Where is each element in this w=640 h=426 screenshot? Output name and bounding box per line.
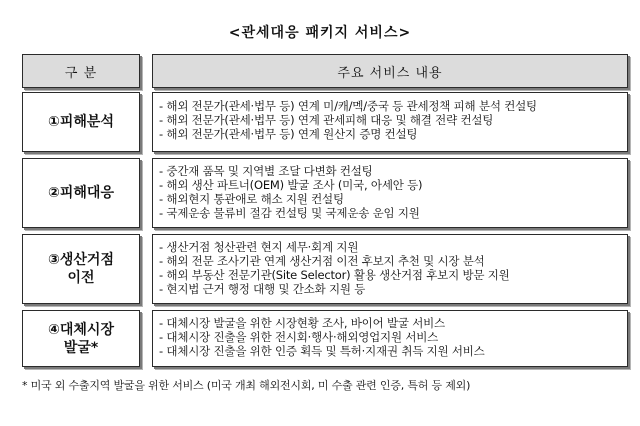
row-services xyxy=(152,310,628,367)
table-row xyxy=(12,310,628,367)
service-item: - 중간재 품목 및 지역별 조달 다변화 컨설팅 xyxy=(159,164,373,178)
category-line: ④대체시장 xyxy=(48,321,114,338)
row-category-production-relocation xyxy=(22,234,140,304)
service-item: - 해외현지 통관애로 해소 지원 컨설팅 xyxy=(159,192,344,206)
service-item: - 해외 전문가(관세·법무 등) 연계 관세피해 대응 및 해결 전략 컨설팅 xyxy=(159,113,494,127)
service-item: - 생산거점 청산관련 현지 세무·회계 지원 xyxy=(159,240,359,254)
table-header xyxy=(12,54,628,88)
header-category: 구 분 xyxy=(22,54,140,88)
service-item: - 대체시장 진출을 위한 인증 획득 및 특허·지재권 취득 지원 서비스 xyxy=(159,344,485,358)
service-item: - 해외 부동산 전문기관(Site Selector) 활용 생산거점 후보지 방문 지원 xyxy=(159,268,510,282)
page-title: <관세대응 패키지 서비스> xyxy=(228,25,412,41)
row-services xyxy=(152,158,628,228)
row-services xyxy=(152,234,628,304)
category-line: 발굴* xyxy=(63,339,99,356)
service-item: - 해외 전문가(관세·법무 등) 연계 미/캐/멕/중국 등 관세정책 피해 분석 컨설팅 xyxy=(159,99,537,113)
service-item: - 국제운송 물류비 절감 컨설팅 및 국제운송 운임 지원 xyxy=(159,206,420,220)
table-row xyxy=(12,92,628,152)
row-category-alternative-market xyxy=(22,310,140,367)
service-item: - 해외 전문가(관세·법무 등) 연계 원산지 증명 컨설팅 xyxy=(159,127,418,141)
service-item: - 대체시장 진출을 위한 전시회·행사·해외영업지원 서비스 xyxy=(159,330,439,344)
row-category-damage-response: ②피해대응 xyxy=(22,158,140,228)
table-row xyxy=(12,158,628,228)
service-item: - 해외 전문 조사기관 연계 생산거점 이전 후보지 추천 및 시장 분석 xyxy=(159,254,485,268)
table-row xyxy=(12,234,628,304)
service-item: - 현지법 근거 행정 대행 및 간소화 지원 등 xyxy=(159,282,366,296)
category-line: 이전 xyxy=(67,270,95,286)
service-item: - 대체시장 발굴을 위한 시장현황 조사, 바이어 발굴 서비스 xyxy=(159,316,445,330)
category-line: ③생산거점 xyxy=(48,252,114,268)
service-item: - 해외 생산 파트너(OEM) 발굴 조사 (미국, 아세안 등) xyxy=(159,178,423,192)
header-services: 주요 서비스 내용 xyxy=(152,54,628,88)
row-category-damage-analysis: ①피해분석 xyxy=(22,92,140,152)
row-services xyxy=(152,92,628,152)
footnote: * 미국 외 수출지역 발굴을 위한 서비스 (미국 개최 해외전시회, 미 수출 관련 인증, 특허 등 제외) xyxy=(22,379,471,392)
